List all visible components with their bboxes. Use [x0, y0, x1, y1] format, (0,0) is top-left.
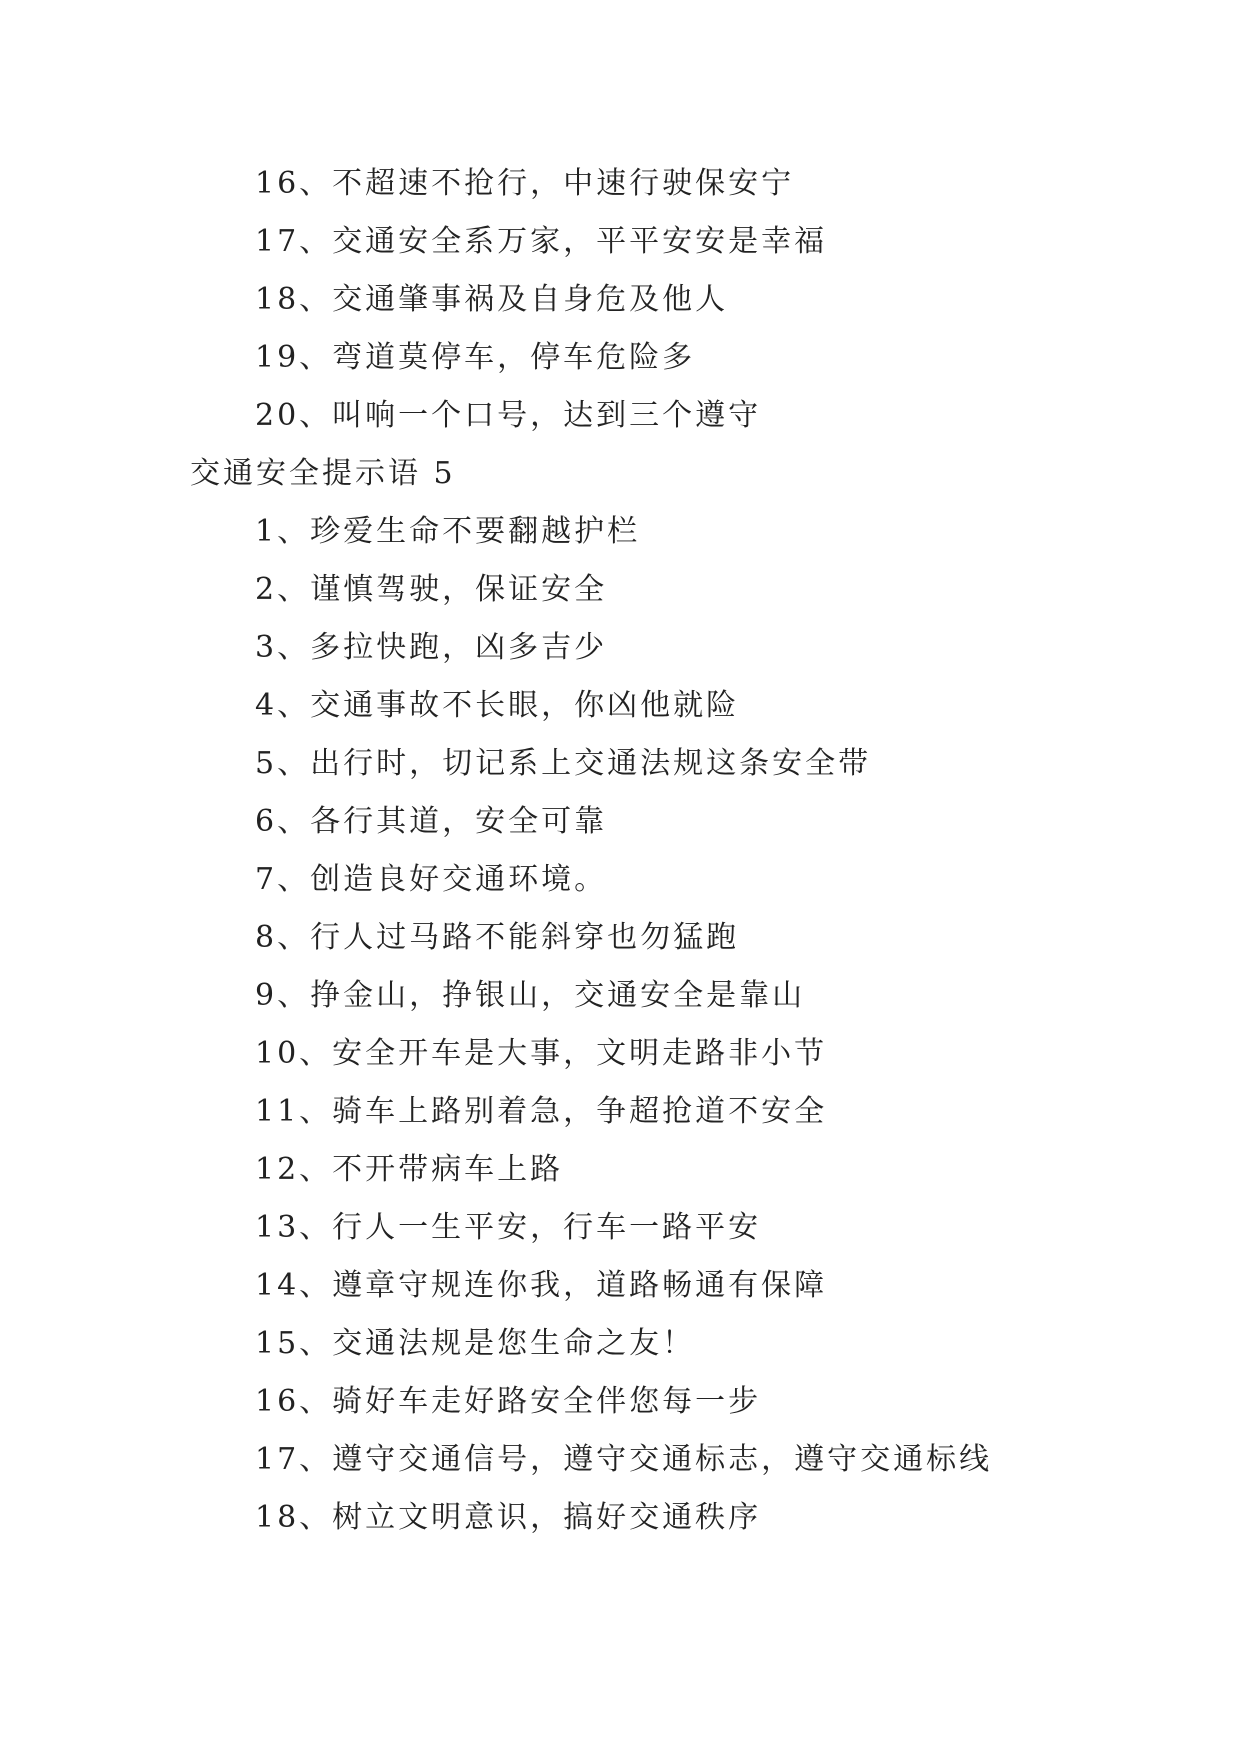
list-item: 19、弯道莫停车，停车危险多 [255, 340, 696, 375]
list-item: 6、各行其道，安全可靠 [255, 804, 608, 839]
list-item: 16、不超速不抢行，中速行驶保安宁 [255, 166, 795, 201]
list-item: 16、骑好车走好路安全伴您每一步 [255, 1384, 762, 1419]
list-item: 17、遵守交通信号，遵守交通标志，遵守交通标线 [255, 1442, 993, 1477]
list-item: 2、谨慎驾驶，保证安全 [255, 572, 608, 607]
list-item: 12、不开带病车上路 [255, 1152, 564, 1187]
list-item: 1、珍爱生命不要翻越护栏 [255, 514, 641, 549]
list-item: 13、行人一生平安，行车一路平安 [255, 1210, 762, 1245]
list-item: 10、安全开车是大事，文明走路非小节 [255, 1036, 828, 1071]
list-item: 17、交通安全系万家，平平安安是幸福 [255, 224, 828, 259]
list-item: 14、遵章守规连你我，道路畅通有保障 [255, 1268, 828, 1303]
list-item: 8、行人过马路不能斜穿也勿猛跑 [255, 920, 740, 955]
list-item: 18、树立文明意识，搞好交通秩序 [255, 1500, 762, 1535]
list-item: 18、交通肇事祸及自身危及他人 [255, 282, 729, 317]
section-heading: 交通安全提示语 5 [190, 456, 456, 491]
list-item: 7、创造良好交通环境。 [255, 862, 608, 897]
list-item: 3、多拉快跑，凶多吉少 [255, 630, 608, 665]
list-item: 4、交通事故不长眼，你凶他就险 [255, 688, 740, 723]
list-item: 5、出行时，切记系上交通法规这条安全带 [255, 746, 872, 781]
list-item: 9、挣金山，挣银山，交通安全是靠山 [255, 978, 806, 1013]
list-item: 20、叫响一个口号，达到三个遵守 [255, 398, 762, 433]
list-item: 11、骑车上路别着急，争超抢道不安全 [255, 1094, 828, 1129]
list-item: 15、交通法规是您生命之友！ [255, 1326, 696, 1361]
